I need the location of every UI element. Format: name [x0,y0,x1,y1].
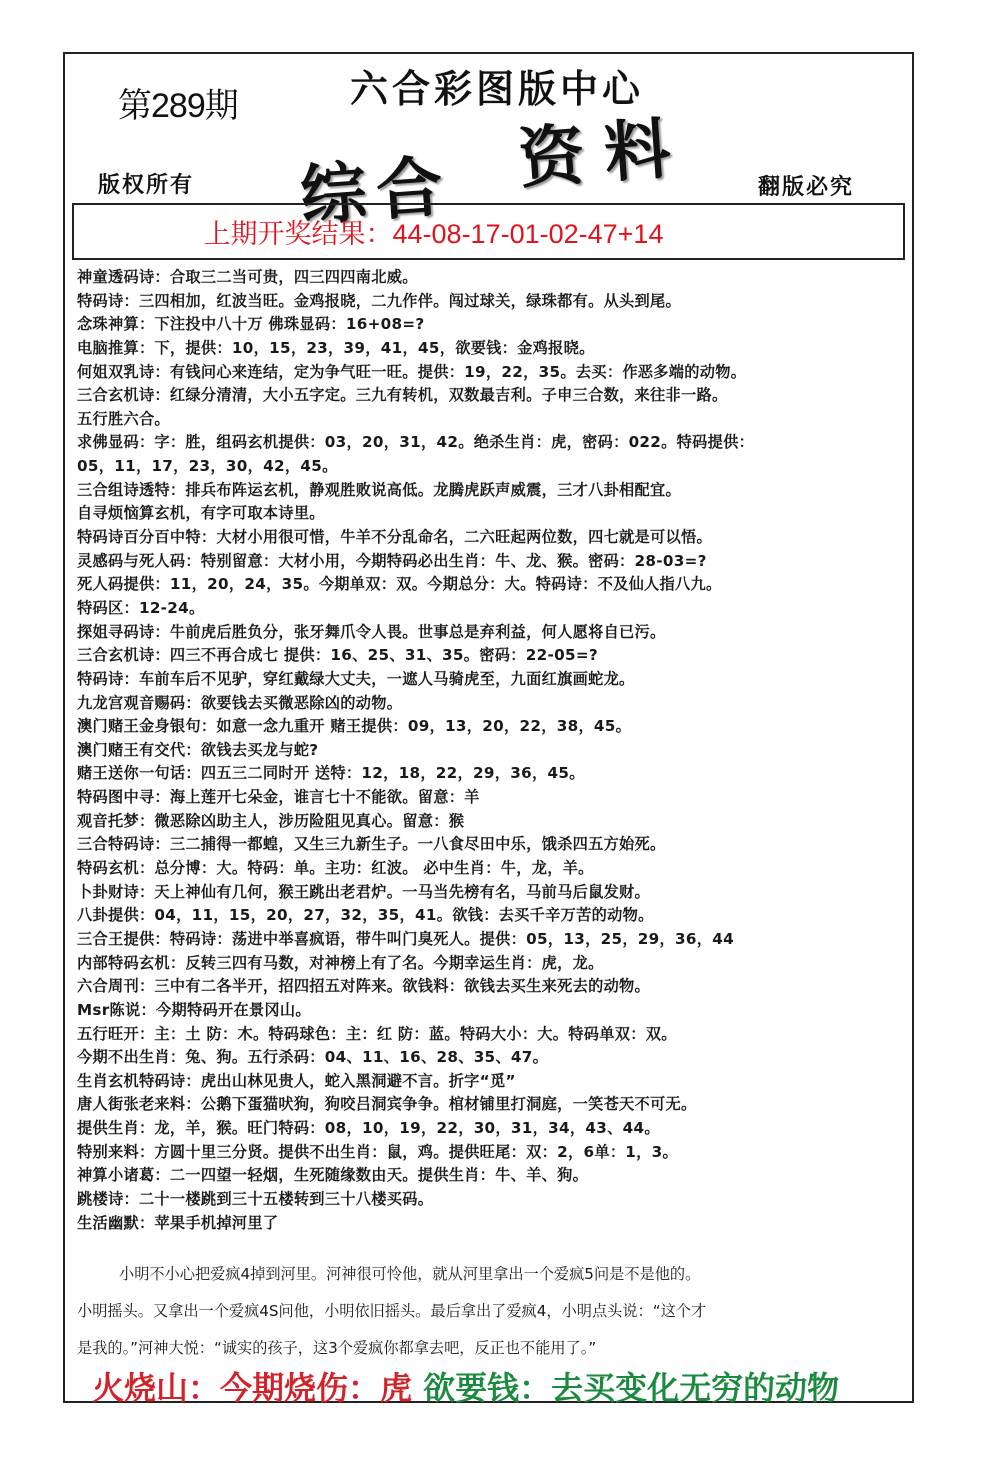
text-line: 神算小诸葛：二一四望一轻烟，生死随缘数由天。提供生肖：牛、羊、狗。 [77,1166,589,1185]
text-line: 自寻烦恼算玄机，有字可取本诗里。 [77,504,325,523]
text-line: 05，11，17，23，30，42，45。 [77,457,338,476]
copyright-notice: 版权所有 [98,172,195,198]
piracy-notice: 翻版必究 [758,174,855,200]
text-line: 求佛显码：字：胜，组码玄机提供：03，20，31，42。绝杀生肖：虎，密码：022。特码提供： [77,433,755,452]
text-line: 三合玄机诗：红绿分清清，大小五字定。三九有转机，双数最吉利。子申三合数，来往非一路。 [77,386,728,405]
text-line: 三合特码诗：三二捕得一都蝗，又生三九新生子。一八食尽田中乐，饿杀四五方始死。 [77,835,666,854]
publisher-title: 六合彩图版中心 [350,66,645,111]
main-title-part2: 资料 [515,108,693,198]
text-line: 赌王送你一句话：四五三二同时开 送特：12，18，22，29，36，45。 [77,764,585,783]
text-line: 特码诗：三四相加，红波当旺。金鸡报晓，二九作伴。闯过球关，绿珠都有。从头到尾。 [77,291,682,310]
text-line: 九龙宫观音赐码：欲要钱去买微恶除凶的动物。 [77,693,403,712]
last-result-text: 上期开奖结果：44-08-17-01-02-47+14 [203,219,664,249]
text-line: 念珠神算：下注投中八十万 佛珠显码：16+08=? [77,315,425,334]
text-line: 生肖玄机特码诗：虎出山林见贵人，蛇入黑洞避不言。折字“觅” [77,1071,516,1090]
story-line: 小明摇头。又拿出一个爱疯4S问他，小明依旧摇头。最后拿出了爱疯4，小明点头说：“这个才 [77,1302,707,1320]
text-line: 唐人街张老来料：公鹅下蛋猫吠狗，狗咬吕洞宾争争。棺材铺里打洞庭，一笑苍天不可无。 [77,1095,697,1114]
text-line: 电脑推算：下，提供：10，15，23，39，41，45，欲要钱：金鸡报晓。 [77,338,595,357]
content-lines [77,266,912,1235]
text-line: 澳门赌王有交代：欲钱去买龙与蛇? [77,740,319,759]
text-line: 三合组诗透特：排兵布阵运玄机，静观胜败说高低。龙腾虎跃声威震，三才八卦相配宜。 [77,480,682,499]
story-line: 小明不小心把爱疯4掉到河里。河神很可怜他，就从河里拿出一个爱疯5问是不是他的。 [119,1265,701,1283]
issue-number: 第289期 [118,87,238,125]
text-line: 特码玄机：总分博：大。特码：单。主功：红波。 必中生肖：牛，龙，羊。 [77,859,594,878]
story-line: 是我的。”河神大悦：“诚实的孩子，这3个爱疯你都拿去吧，反正也不能用了。” [77,1339,597,1357]
text-line: 特别来料：方圆十里三分贤。提供不出生肖：鼠，鸡。提供旺尾：双：2，6单：1，3。 [77,1142,679,1161]
text-line: 今期不出生肖：兔、狗。五行杀码：04、11、16、28、35、47。 [77,1048,549,1067]
bottom-banner [92,1363,839,1409]
text-line: 六合周刊：三中有二各半开，招四招五对阵来。欲钱料：欲钱去买生来死去的动物。 [77,977,651,996]
text-line: 澳门赌王金身银句：如意一念九重开 赌王提供：09，13，20，22，38，45。 [77,717,632,736]
text-line: 内部特码玄机：反转三四有马数，对神榜上有了名。今期幸运生肖：虎，龙。 [77,953,604,972]
humor-story [77,1256,912,1367]
text-line: 探姐寻码诗：牛前虎后胜负分，张牙舞爪令人畏。世事总是弃利益，何人愿将自已污。 [77,622,666,641]
text-line: 五行旺开：主：土 防：木。特码球色：主：红 防：蓝。特码大小：大。特码单双：双。 [77,1024,677,1043]
last-result-box [72,203,905,260]
text-line: 死人码提供：11，20，24，35。今期单双：双。今期总分：大。特码诗：不及仙人指八九。 [77,575,722,594]
text-line: 灵感码与死人码：特别留意：大材小用，今期特码必出生肖：牛、龙、猴。密码：28-03=? [77,551,707,570]
text-line: 特码诗：车前车后不见驴，穿红戴绿大丈夫，一遮人马骑虎至，九面红旗画蛇龙。 [77,669,635,688]
text-line: 卜卦财诗：天上神仙有几何，猴王跳出老君炉。一马当先榜有名，马前马后鼠发财。 [77,882,651,901]
main-title-part1: 综合 [297,146,455,236]
text-line: 跳楼诗：二十一楼跳到三十五楼转到三十八楼买码。 [77,1189,434,1208]
text-line: Msr陈说：今期特码开在景冈山。 [77,1000,311,1019]
text-line: 五行胜六合。 [77,409,170,428]
text-line: 特码诗百分百中特：大材小用很可惜，牛羊不分乱命名，二六旺起两位数，四七就是可以悟。 [77,528,712,547]
text-line: 生活幽默：苹果手机掉河里了 [77,1213,279,1232]
text-line: 八卦提供：04，11，15，20，27，32，35，41。欲钱：去买千辛万苦的动物。 [77,906,654,925]
text-line: 观音托梦：微恶除凶助主人，涉历险阻见真心。留意：猴 [77,811,465,830]
text-line: 提供生肖：龙，羊，猴。旺门特码：08，10，19，22，30，31，34，43、44。 [77,1119,660,1138]
text-line: 三合王提供：特码诗：荡进中举喜疯语，带牛叫门臭死人。提供：05，13，25，29，36，44 [77,929,734,948]
text-line: 特码区：12-24。 [77,598,205,617]
banner-green-text: 欲要钱：去买变化无穷的动物 [423,1369,840,1407]
text-line: 何姐双乳诗：有钱问心来连结，定为争气旺一旺。提供：19，22，35。去买：作恶多端的动物。 [77,362,747,381]
banner-red-text: 火烧山：今期烧伤：虎 [92,1369,413,1407]
text-line: 特码图中寻：海上莲开七朵金，谁言七十不能欲。留意：羊 [77,788,480,807]
text-line: 神童透码诗：合取三二当可贵，四三四四南北威。 [77,268,418,286]
text-line: 三合玄机诗：四三不再合成七 提供：16、25、31、35。密码：22-05=? [77,646,598,665]
